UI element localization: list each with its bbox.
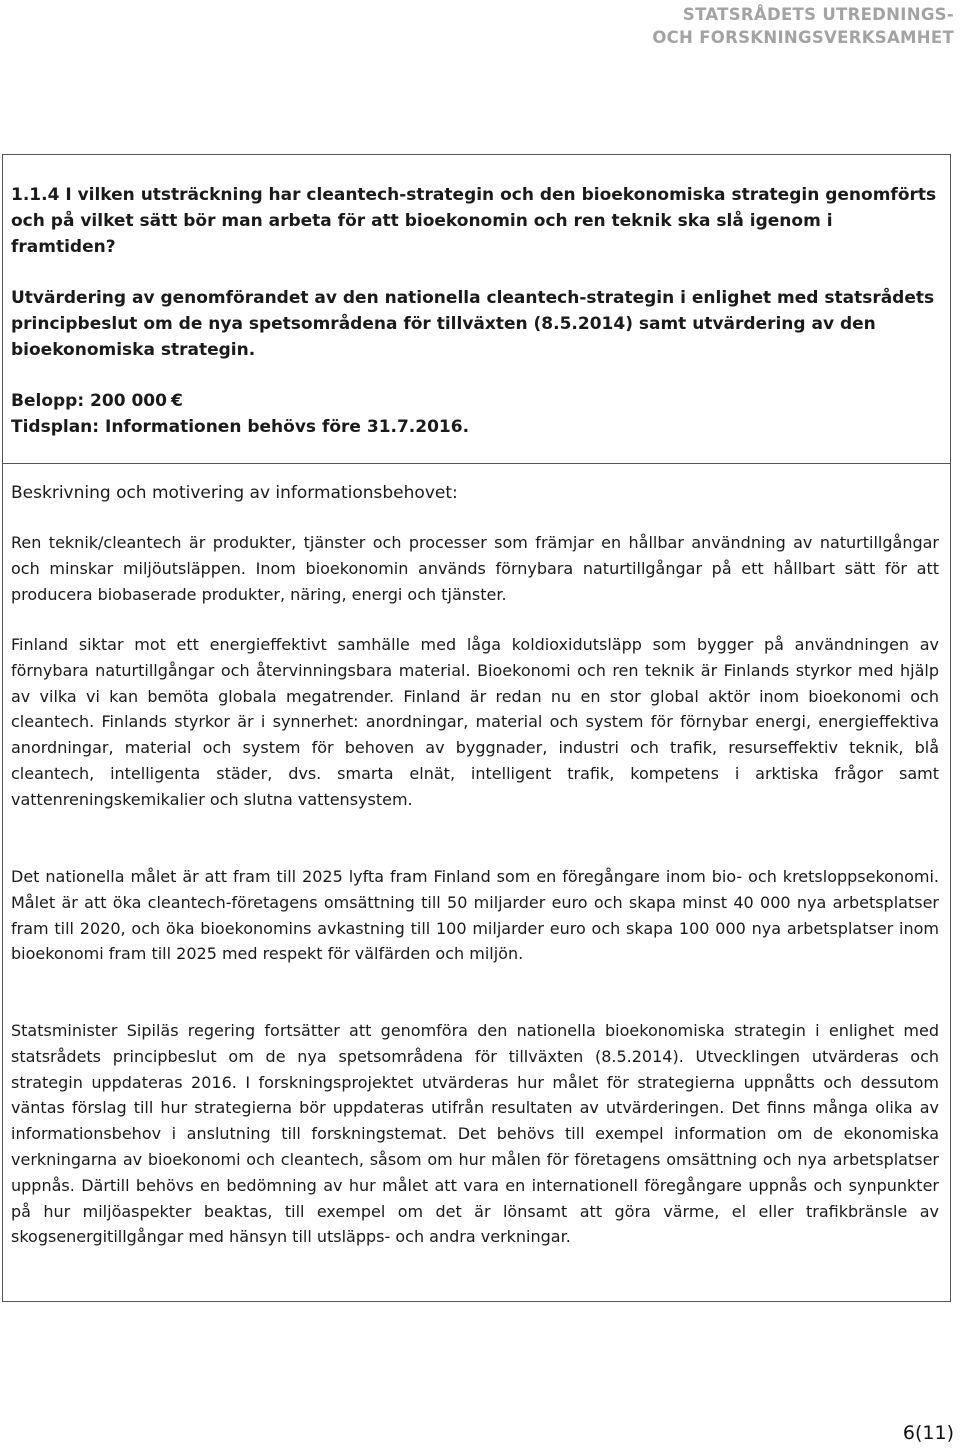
description-paragraph: Det nationella målet är att fram till 2025 lyfta fram Finland som en föregångare inom bio- och kretsloppsekonomi. Målet är att öka cleantech-företagens omsättning till 50 miljarder euro och skapa minst 40 000 nya arbetsplatser fram till 2020, och öka bioekonomins avkastning till 100 miljarder euro och skapa 100 000 nya arbetsplatser inom bioekonomi fram till 2025 med respekt för välfärden och miljön. [11, 867, 939, 964]
section-summary: Utvärdering av genomförandet av den nationella cleantech-strategin i enlighet med statsrådets principbeslut om de nya spetsområdena för tillväxten (8.5.2014) samt utvärdering av den bioekonomiska strategin. [11, 288, 935, 360]
section-title: 1.1.4 I vilken utsträckning har cleantech-strategin och den bioekonomiska strategin genomförts och på vilket sätt bör man arbeta för att bioekonomin och ren teknik ska slå igenom i framtiden? [11, 185, 937, 257]
budget-and-schedule [11, 388, 941, 440]
frame-divider [3, 463, 950, 464]
budget-amount: Belopp: 200 000 [11, 391, 167, 411]
organization-header [652, 3, 954, 49]
description-paragraph: Ren teknik/cleantech är produkter, tjänster och processer som främjar en hållbar användning av naturtillgångar och minskar miljöutsläppen. Inom bioekonomin används förnybara naturtillgångar på ett hållbart sätt för att producera biobaserade produkter, näring, energi och tjänster. [11, 533, 939, 604]
organization-name-line-2: OCH FORSKNINGSVERKSAMHET [652, 28, 954, 47]
page-number: 6(11) [902, 1422, 954, 1444]
schedule-line: Tidsplan: Informationen behövs före 31.7.2016. [11, 417, 470, 437]
organization-name-line-1: STATSRÅDETS UTREDNINGS- [682, 5, 954, 24]
description-paragraph: Finland siktar mot ett energieffektivt samhälle med låga koldioxidutsläpp som bygger på användningen av förnybara naturtillgångar och återvinningsbara material. Bioekonomi och ren teknik är Finlands styrkor med hjälp av vilka vi kan bemöta globala megatrender. Finland är redan nu en stor global aktör inom bioekonomi och cleantech. Finlands styrkor är i synnerhet: anordningar, material och system för förnybar energi, energieffektiva anordningar, material och system för behoven av byggnader, industri och trafik, resurseffektiv teknik, blå cleantech, intelligenta städer, dvs. smarta elnät, intelligent trafik, kompetens i arktiska frågor samt vattenreningskemikalier och slutna vattensystem. [11, 635, 939, 809]
euro-sign: € [170, 391, 183, 411]
description-paragraph: Statsminister Sipiläs regering fortsätter att genomföra den nationella bioekonomiska strategin i enlighet med statsrådets principbeslut om de nya spetsområdena för tillväxten (8.5.2014). Utvecklingen utvärderas och strategin uppdateras 2016. I forskningsprojektet utvärderas hur målet för strategierna uppnåtts och dessutom väntas förslag till hur strategierna bör uppdateras utifrån resultaten av utvärderingen. Det finns många olika av informationsbehov i anslutning till forskningstemat. Det behövs till exempel information om de ekonomiska verkningarna av bioekonomi och cleantech, såsom om hur målen för företagens omsättning och nya arbetsplatser uppnås. Därtill behövs en bedömning av hur målet att vara en internationell föregångare uppnås och synpunkter på hur miljöaspekter beaktas, till exempel om det är lönsamt att göra värme, el eller trafikbränsle av skogsenergitillgångar med hänsyn till utsläpps- och andra verkningar. [11, 1021, 939, 1247]
budget-line [11, 388, 941, 414]
description-heading: Beskrivning och motivering av informationsbehovet: [11, 483, 458, 503]
